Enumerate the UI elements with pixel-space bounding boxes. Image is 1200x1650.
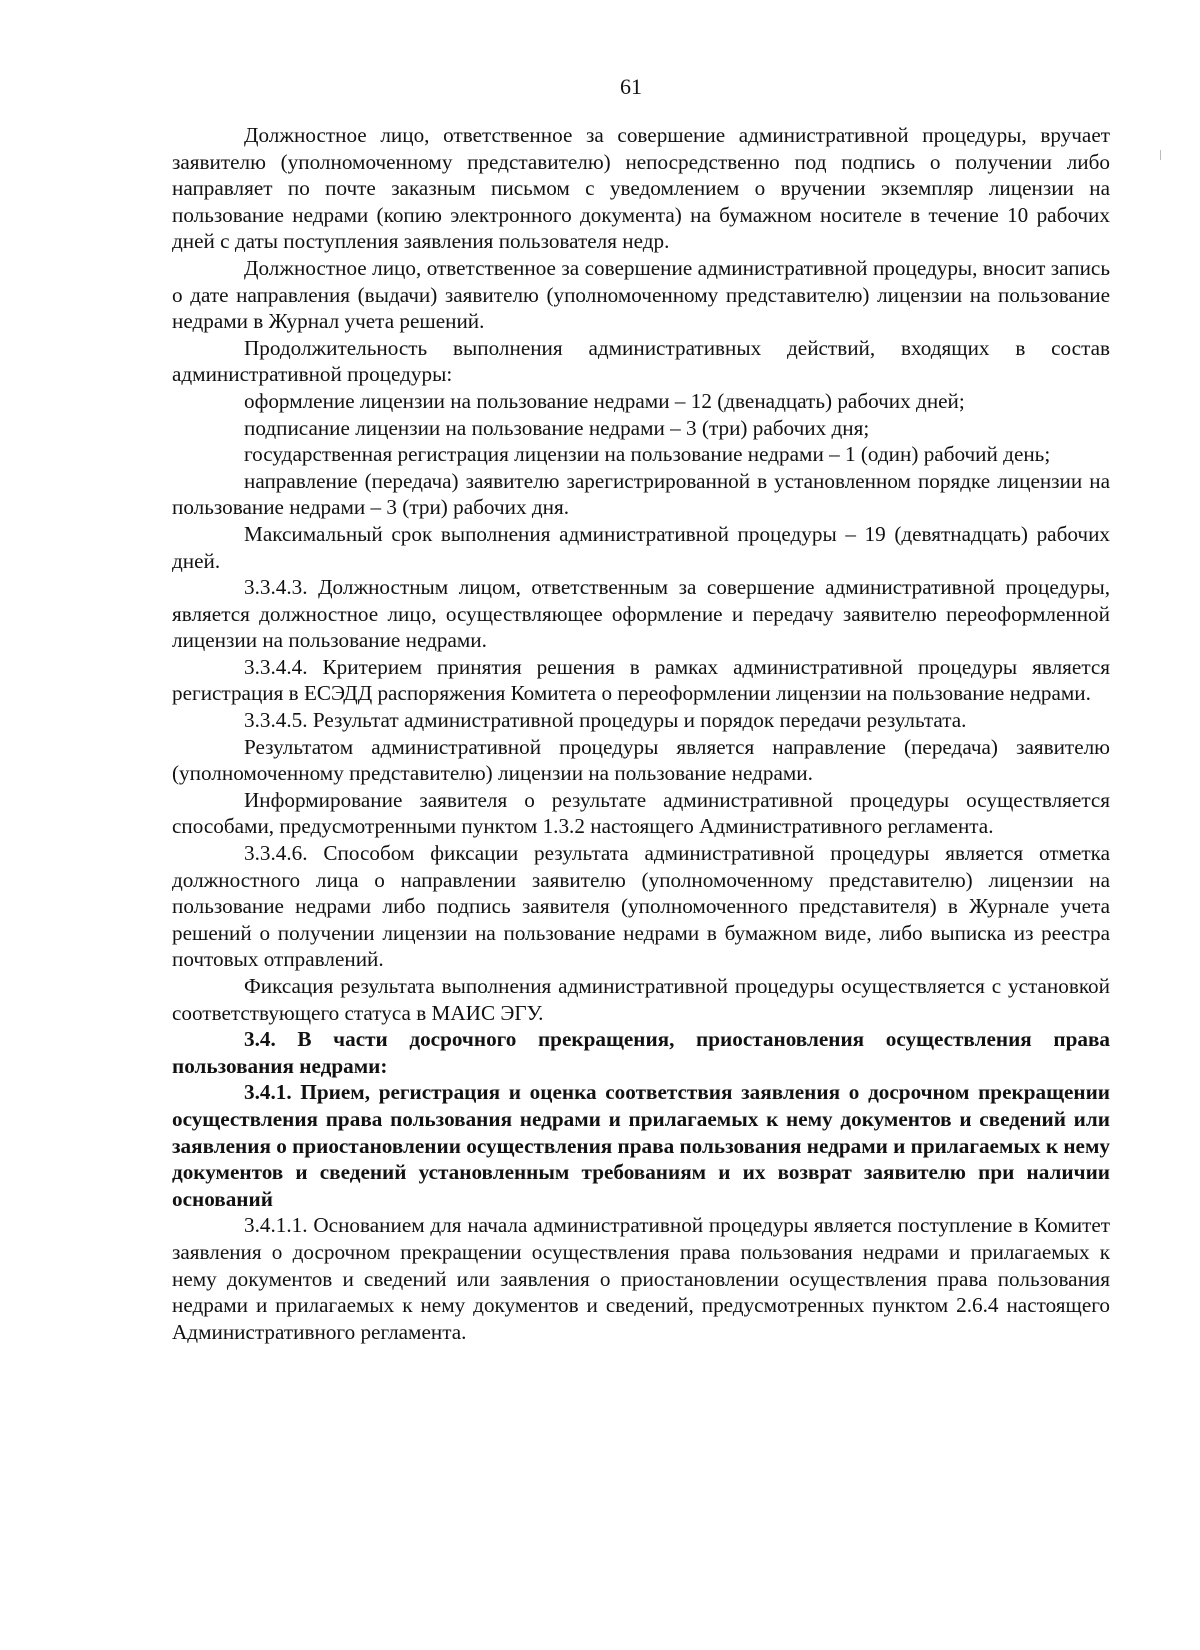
paragraph-max-duration: Максимальный срок выполнения административной процедуры – 19 (девятнадцать) рабочих дней. xyxy=(172,521,1110,573)
paragraph-duration-intro: Продолжительность выполнения административных действий, входящих в состав административной процедуры: xyxy=(172,335,1110,387)
paragraph-journal-entry: Должностное лицо, ответственное за совершение административной процедуры, вносит запись о дате направления (выдачи) заявителю (уполномоченному представителю) лицензии на пользование недрами в Журнал учета решений. xyxy=(172,255,1110,334)
paragraph-3-3-4-4: 3.3.4.4. Критерием принятия решения в рамках административной процедуры является регистрация в ЕСЭДД распоряжения Комитета о переоформлении лицензии на пользование недрами. xyxy=(172,654,1110,706)
paragraph-result: Результатом административной процедуры является направление (передача) заявителю (уполномоченному представителю) лицензии на пользование недрами. xyxy=(172,734,1110,786)
document-body xyxy=(172,122,1110,1345)
paragraph-duration-registration: государственная регистрация лицензии на пользование недрами – 1 (один) рабочий день; xyxy=(244,442,1051,467)
page-number: 61 xyxy=(620,74,642,99)
section-heading-3-4: 3.4. В части досрочного прекращения, приостановления осуществления права пользования недрами: xyxy=(172,1027,1110,1078)
paragraph-delivery: Должностное лицо, ответственное за совершение административной процедуры, вручает заявителю (уполномоченному представителю) непосредственно под подпись о получении либо направляет по почте заказным письмом с уведомлением о вручении экземпляр лицензии на пользование недрами (копию электронного документа) на бумажном носителе в течение 10 рабочих дней с даты поступления заявления пользователя недр. xyxy=(172,123,1110,254)
scan-artifact xyxy=(1160,150,1161,160)
section-heading-3-4-1: 3.4.1. Прием, регистрация и оценка соответствия заявления о досрочном прекращении осуществления права пользования недрами и прилагаемых к нему документов и сведений или заявления о приостановлении осуществления права пользования недрами и прилагаемых к нему документов и сведений установленным требованиям и их возврат заявителю при наличии оснований xyxy=(172,1080,1110,1211)
paragraph-duration-sending: направление (передача) заявителю зарегистрированной в установленном порядке лицензии на пользование недрами – 3 (три) рабочих дня. xyxy=(172,468,1110,520)
paragraph-3-3-4-6: 3.3.4.6. Способом фиксации результата административной процедуры является отметка должностного лица о направлении заявителю (уполномоченному представителю) лицензии на пользование недрами либо подпись заявителя (уполномоченного представителя) в Журнале учета решений о получении лицензии на пользование недрами в бумажном виде, либо выписка из реестра почтовых отправлений. xyxy=(172,841,1110,972)
paragraph-fixation: Фиксация результата выполнения административной процедуры осуществляется с установкой соответствующего статуса в МАИС ЭГУ. xyxy=(172,974,1110,1025)
paragraph-3-4-1-1: 3.4.1.1. Основанием для начала административной процедуры является поступление в Комитет заявления о досрочном прекращении осуществления права пользования недрами и прилагаемых к нему документов и сведений или заявления о приостановлении осуществления права пользования недрами и прилагаемых к нему документов и сведений, предусмотренных пунктом 2.6.4 настоящего Административного регламента. xyxy=(172,1213,1110,1344)
paragraph-3-3-4-3: 3.3.4.3. Должностным лицом, ответственным за совершение административной процедуры, является должностное лицо, осуществляющее оформление и передачу заявителю переоформленной лицензии на пользование недрами. xyxy=(172,575,1110,653)
paragraph-duration-signing: подписание лицензии на пользование недрами – 3 (три) рабочих дня; xyxy=(244,415,870,440)
paragraph-duration-drafting: оформление лицензии на пользование недрами – 12 (двенадцать) рабочих дней; xyxy=(244,388,965,413)
paragraph-3-3-4-5: 3.3.4.5. Результат административной процедуры и порядок передачи результата. xyxy=(244,708,967,733)
paragraph-informing: Информирование заявителя о результате административной процедуры осуществляется способами, предусмотренными пунктом 1.3.2 настоящего Административного регламента. xyxy=(172,787,1110,839)
